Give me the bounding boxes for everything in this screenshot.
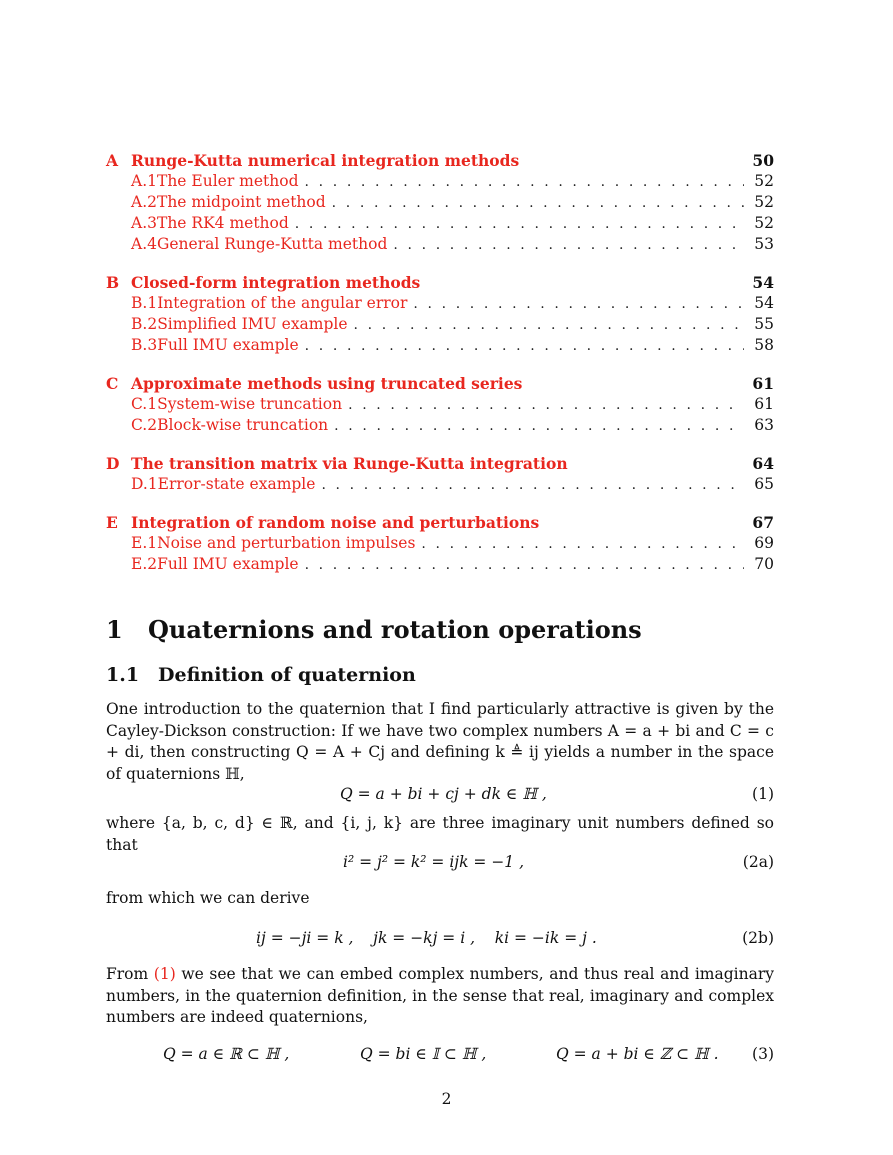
toc-appendix-title: Closed-form integration methods bbox=[131, 273, 421, 292]
toc-subsection-title: Integration of the angular error bbox=[157, 294, 408, 312]
toc-subsection-title: Simplified IMU example bbox=[157, 315, 348, 333]
subsection-heading: 1.1 Definition of quaternion bbox=[106, 664, 416, 686]
toc-page-number: 69 bbox=[754, 534, 774, 552]
toc-subsection-number: A.2 bbox=[131, 193, 157, 211]
toc-page-number: 64 bbox=[752, 454, 774, 473]
page-number: 2 bbox=[441, 1090, 452, 1108]
paragraph-3: from which we can derive bbox=[106, 889, 310, 907]
toc-appendix-title: Approximate methods using truncated series bbox=[131, 374, 523, 393]
toc-page-number: 50 bbox=[752, 151, 774, 170]
equation-1: Q = a + bi + cj + dk ∈ ℍ , (1) bbox=[340, 785, 774, 803]
toc-subsection-link[interactable] bbox=[106, 171, 774, 192]
toc-appendix-a bbox=[106, 150, 774, 255]
toc-subsection-title: Full IMU example bbox=[157, 555, 299, 573]
equation-3: Q = a ∈ ℝ ⊂ ℍ , Q = bi ∈ 𝕀 ⊂ ℍ , Q = a + bi ∈ ℤ ⊂ ℍ . (3) bbox=[163, 1045, 774, 1063]
toc-leader-dots bbox=[354, 315, 744, 336]
toc-appendix-number: A bbox=[106, 151, 119, 170]
toc-appendix-link[interactable] bbox=[106, 453, 774, 474]
toc-page-number: 61 bbox=[754, 395, 774, 413]
toc-page-number: 61 bbox=[752, 374, 774, 393]
toc-appendix-number: C bbox=[106, 374, 119, 393]
toc-subsection-title: Noise and perturbation impulses bbox=[157, 534, 416, 552]
toc-appendix-b bbox=[106, 272, 774, 356]
paragraph-4: From (1) we see that we can embed complex numbers, and thus real and imaginary numbers, in the quaternion definition, in the sense that real, imaginary and complex numbers are indeed quaternions, bbox=[106, 965, 774, 1026]
toc-subsection-number: C.2 bbox=[131, 416, 158, 434]
toc-subsection-title: Error-state example bbox=[157, 475, 316, 493]
toc-subsection-number: A.1 bbox=[131, 172, 157, 190]
toc-appendix-title: Integration of random noise and perturbations bbox=[131, 513, 540, 532]
toc-subsection-link[interactable] bbox=[106, 314, 774, 335]
toc-appendix-number: D bbox=[106, 454, 120, 473]
toc-appendix-link[interactable] bbox=[106, 272, 774, 293]
toc-subsection-number: B.3 bbox=[131, 336, 158, 354]
toc-appendix-c bbox=[106, 373, 774, 436]
toc-subsection-link[interactable] bbox=[106, 192, 774, 213]
toc-subsection-number: A.4 bbox=[131, 235, 157, 253]
toc-appendix-link[interactable] bbox=[106, 150, 774, 171]
intro-paragraph: One introduction to the quaternion that I find particularly attractive is given by the Cayley-Dickson construction: If we have two complex numbers A = a + bi and C = c + di, then constructing Q = A + Cj and defining k ≜ ij yields a number in the space of quaternions ℍ, bbox=[106, 700, 774, 783]
toc-subsection-link[interactable] bbox=[106, 213, 774, 234]
toc-page-number: 54 bbox=[754, 294, 774, 312]
toc-subsection-title: Block-wise truncation bbox=[157, 416, 329, 434]
toc-subsection-number: E.2 bbox=[131, 555, 158, 573]
toc-subsection-link[interactable] bbox=[106, 554, 774, 575]
toc-page-number: 52 bbox=[754, 214, 774, 232]
equation-2a: i² = j² = k² = ijk = −1 , (2a) bbox=[343, 853, 774, 871]
toc-leader-dots bbox=[305, 336, 744, 357]
toc-subsection-link[interactable] bbox=[106, 415, 774, 436]
toc-appendix-title: Runge-Kutta numerical integration methods bbox=[131, 151, 520, 170]
toc-subsection-title: Full IMU example bbox=[157, 336, 299, 354]
toc-appendix-d bbox=[106, 453, 774, 495]
toc-leader-dots bbox=[413, 294, 744, 315]
toc-subsection-link[interactable] bbox=[106, 335, 774, 356]
section-heading: 1 Quaternions and rotation operations bbox=[106, 615, 642, 644]
toc-leader-dots bbox=[321, 475, 744, 496]
toc-subsection-number: C.1 bbox=[131, 395, 158, 413]
toc-page-number: 52 bbox=[754, 193, 774, 211]
paragraph-2: where {a, b, c, d} ∈ ℝ, and {i, j, k} are three imaginary unit numbers defined so that bbox=[106, 814, 774, 854]
equation-2b: ij = −ji = k , jk = −kj = i , ki = −ik = j . (2b) bbox=[256, 929, 774, 947]
toc-appendix-link[interactable] bbox=[106, 512, 774, 533]
toc-page-number: 52 bbox=[754, 172, 774, 190]
toc-appendix-number: E bbox=[106, 513, 118, 532]
toc-subsection-number: E.1 bbox=[131, 534, 158, 552]
toc-page-number: 63 bbox=[754, 416, 774, 434]
toc-subsection-link[interactable] bbox=[106, 293, 774, 314]
toc-appendix-e bbox=[106, 512, 774, 575]
toc-page-number: 65 bbox=[754, 475, 774, 493]
toc-appendix-link[interactable] bbox=[106, 373, 774, 394]
toc-subsection-link[interactable] bbox=[106, 234, 774, 255]
toc-subsection-title: System-wise truncation bbox=[157, 395, 343, 413]
toc-leader-dots bbox=[295, 214, 744, 235]
toc-page-number: 55 bbox=[754, 315, 774, 333]
toc-subsection-title: The Euler method bbox=[156, 172, 299, 190]
toc-subsection-link[interactable] bbox=[106, 394, 774, 415]
toc-appendix-number: B bbox=[106, 273, 120, 292]
toc-subsection-number: D.1 bbox=[131, 475, 158, 493]
toc-subsection-number: A.3 bbox=[131, 214, 157, 232]
toc-subsection-number: B.1 bbox=[131, 294, 158, 312]
toc-page-number: 54 bbox=[752, 273, 774, 292]
toc-subsection-link[interactable] bbox=[106, 533, 774, 554]
toc-subsection-link[interactable] bbox=[106, 474, 774, 495]
toc-leader-dots bbox=[348, 395, 744, 416]
table-of-contents bbox=[106, 150, 774, 575]
toc-subsection-title: The midpoint method bbox=[156, 193, 326, 211]
toc-leader-dots bbox=[393, 235, 744, 256]
toc-page-number: 67 bbox=[752, 513, 774, 532]
toc-leader-dots bbox=[305, 555, 744, 576]
toc-subsection-number: B.2 bbox=[131, 315, 158, 333]
toc-appendix-title: The transition matrix via Runge-Kutta integration bbox=[131, 454, 568, 473]
toc-leader-dots bbox=[421, 534, 744, 555]
toc-page-number: 70 bbox=[754, 555, 774, 573]
toc-subsection-title: The RK4 method bbox=[156, 214, 289, 232]
toc-page-number: 58 bbox=[754, 336, 774, 354]
toc-leader-dots bbox=[305, 172, 744, 193]
toc-subsection-title: General Runge-Kutta method bbox=[156, 235, 388, 253]
toc-page-number: 53 bbox=[754, 235, 774, 253]
equation-reference-link[interactable]: (1) bbox=[153, 965, 176, 983]
toc-leader-dots bbox=[332, 193, 744, 214]
toc-leader-dots bbox=[334, 416, 744, 437]
